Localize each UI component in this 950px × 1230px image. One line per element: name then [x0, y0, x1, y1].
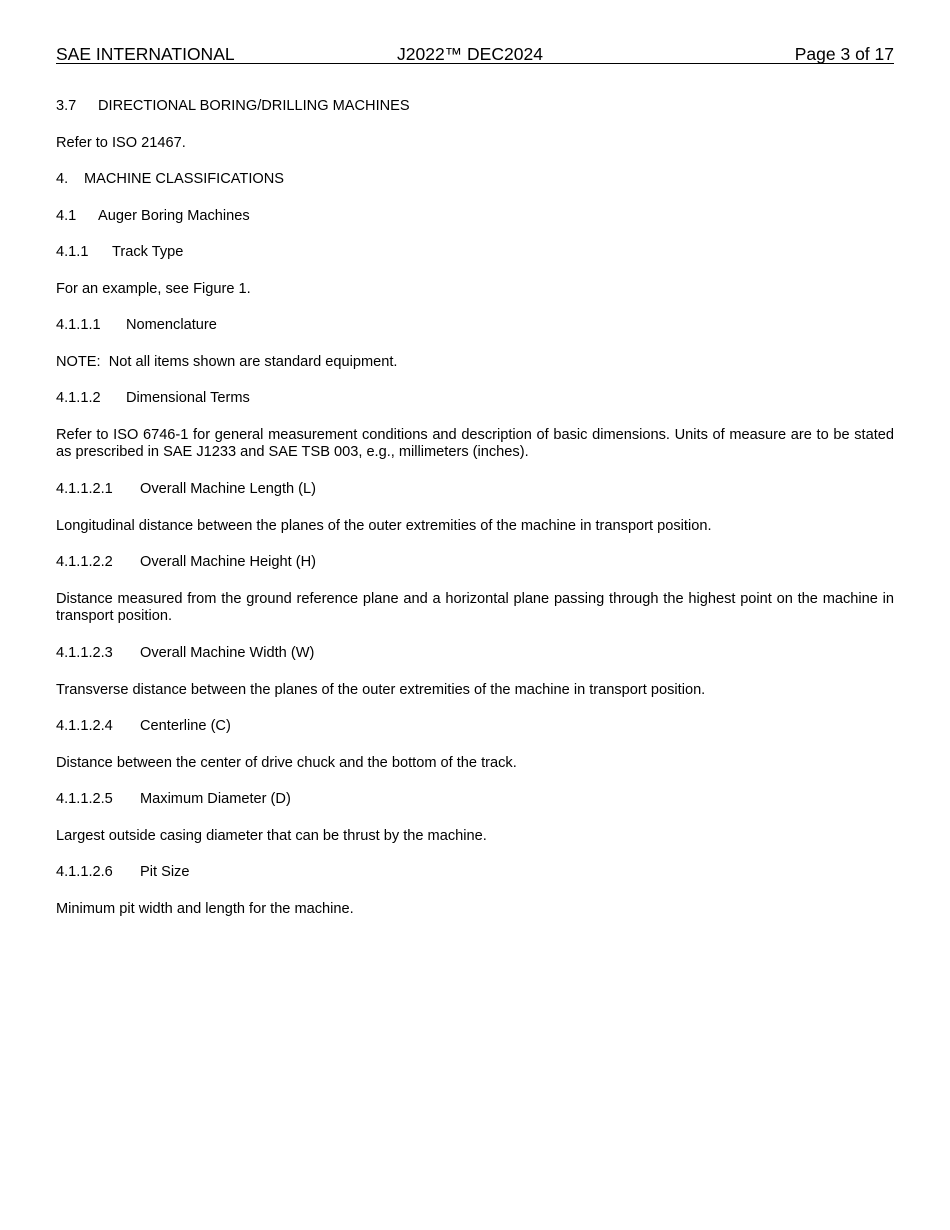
paragraph: Distance between the center of drive chuck and the bottom of the track.	[56, 755, 517, 771]
page-header	[56, 42, 894, 64]
section-title: Overall Machine Width (W)	[140, 645, 315, 661]
header-document-id: J2022™ DEC2024	[397, 44, 543, 64]
section-number: 4.1.1.1	[56, 317, 101, 333]
section-title: Maximum Diameter (D)	[140, 791, 291, 807]
section-number: 3.7	[56, 98, 77, 114]
section-number: 4.1.1.2.2	[56, 554, 113, 570]
section-title: Centerline (C)	[140, 718, 231, 734]
section-heading-4-1	[56, 208, 894, 225]
section-heading-4-1-1-2	[56, 390, 894, 407]
section-title: Nomenclature	[126, 317, 217, 333]
paragraph: For an example, see Figure 1.	[56, 281, 251, 297]
document-page	[56, 42, 894, 917]
section-number: 4.1.1.2.3	[56, 645, 113, 661]
section-number: 4.	[56, 171, 69, 187]
paragraph: Distance measured from the ground reference plane and a horizontal plane passing through the highest point on the machine in transport position.	[56, 591, 894, 624]
section-heading-4-1-1-1	[56, 317, 894, 334]
paragraph: Refer to ISO 6746-1 for general measurement conditions and description of basic dimensions. Units of measure are to be stated as prescribed in SAE J1233 and SAE TSB 003, e.g., millimeters (inches).	[56, 427, 894, 460]
header-organization: SAE INTERNATIONAL	[56, 44, 235, 64]
section-heading-3-7	[56, 98, 894, 115]
section-number: 4.1.1.2.6	[56, 864, 113, 880]
section-heading-4-1-1-2-6	[56, 864, 894, 881]
section-heading-4-1-1-2-2	[56, 554, 894, 571]
section-title: MACHINE CLASSIFICATIONS	[84, 171, 285, 187]
paragraph: Minimum pit width and length for the machine.	[56, 901, 354, 917]
section-heading-4-1-1-2-4	[56, 718, 894, 735]
paragraph: Longitudinal distance between the planes of the outer extremities of the machine in transport position.	[56, 518, 712, 534]
paragraph: Refer to ISO 21467.	[56, 135, 186, 151]
section-heading-4-1-1-2-5	[56, 791, 894, 808]
section-heading-4-1-1-2-3	[56, 645, 894, 662]
section-title: Auger Boring Machines	[98, 208, 250, 224]
section-number: 4.1.1.2	[56, 390, 101, 406]
section-heading-4	[56, 171, 894, 188]
section-title: Overall Machine Length (L)	[140, 481, 317, 497]
note: NOTE: Not all items shown are standard equipment.	[56, 354, 398, 370]
section-number: 4.1	[56, 208, 77, 224]
section-heading-4-1-1-2-1	[56, 481, 894, 498]
section-title: Pit Size	[140, 864, 190, 880]
section-title: Track Type	[112, 244, 184, 260]
section-number: 4.1.1.2.5	[56, 791, 113, 807]
section-title: Overall Machine Height (H)	[140, 554, 316, 570]
section-number: 4.1.1	[56, 244, 89, 260]
section-number: 4.1.1.2.4	[56, 718, 113, 734]
section-title: Dimensional Terms	[126, 390, 250, 406]
section-heading-4-1-1	[56, 244, 894, 261]
paragraph: Transverse distance between the planes of the outer extremities of the machine in transport position.	[56, 682, 706, 698]
header-page-number: Page 3 of 17	[794, 44, 894, 64]
section-title: DIRECTIONAL BORING/DRILLING MACHINES	[98, 98, 410, 114]
section-number: 4.1.1.2.1	[56, 481, 113, 497]
paragraph: Largest outside casing diameter that can be thrust by the machine.	[56, 828, 487, 844]
